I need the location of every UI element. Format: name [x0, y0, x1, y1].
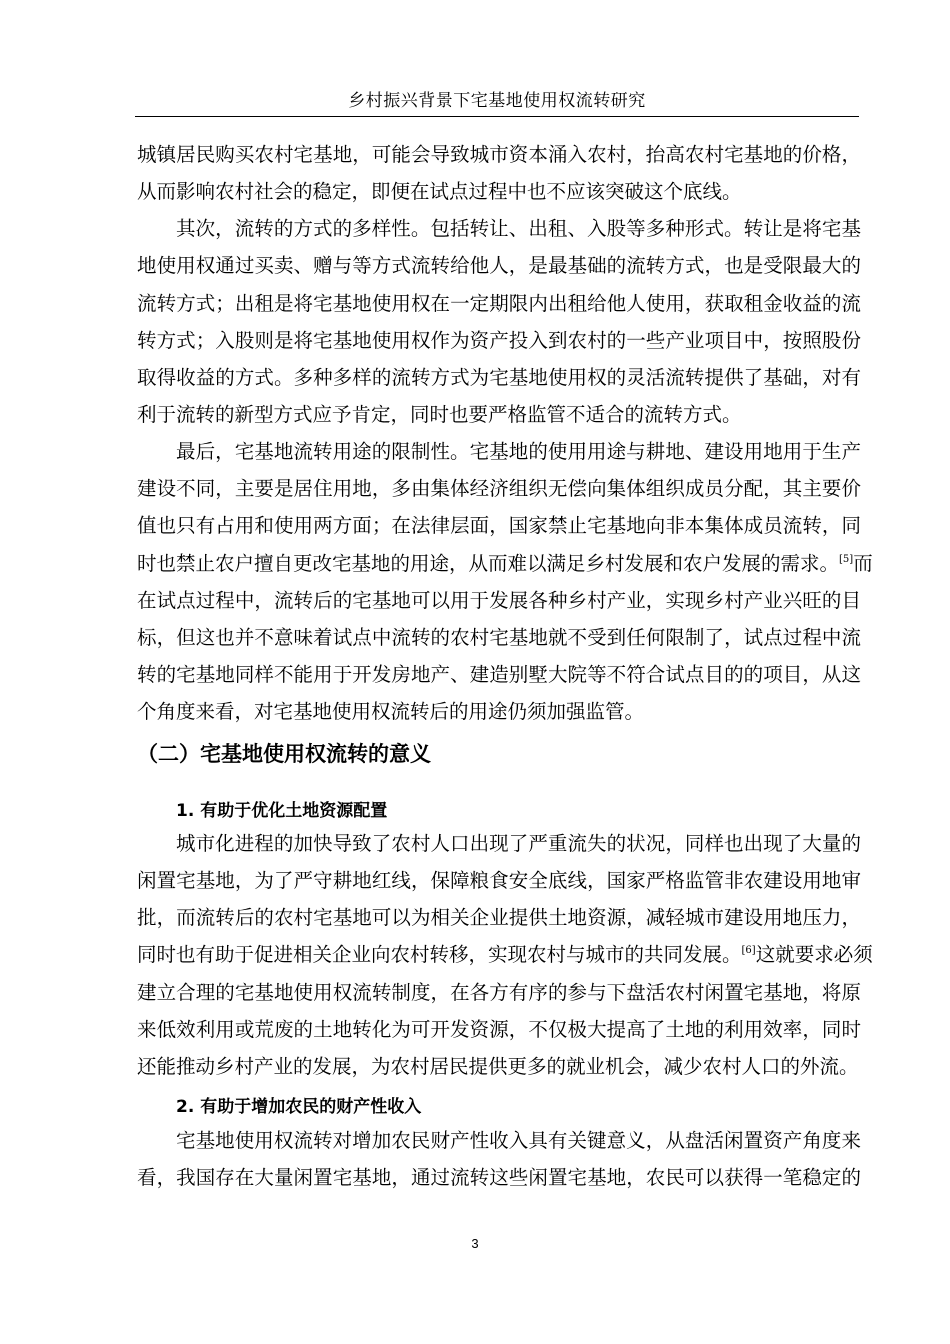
body-text-block-2 — [137, 825, 873, 1085]
paragraph-line-text: 同时也有助于促进相关企业向农村转移，实现农村与城市的共同发展。 — [137, 943, 742, 967]
page-number: 3 — [471, 1236, 479, 1251]
paragraph-line: 批，而流转后的农村宅基地可以为相关企业提供土地资源，减轻城市建设用地压力， — [137, 906, 861, 930]
paragraph-line: 流转方式；出租是将宅基地使用权在一定期限内出租给他人使用，获取租金收益的流 — [137, 291, 861, 315]
paragraph-line: 利于流转的新型方式应予肯定，同时也要严格监管不适合的流转方式。 — [137, 402, 742, 426]
paragraph-line: 值也只有占用和使用两方面；在法律层面，国家禁止宅基地向非本集体成员流转，同 — [137, 514, 861, 538]
paragraph-line: 城镇居民购买农村宅基地，可能会导致城市资本涌入农村，抬高农村宅基地的价格， — [137, 143, 861, 166]
paragraph-line: 其次，流转的方式的多样性。包括转让、出租、入股等多种形式。转让是将宅基 — [176, 217, 861, 241]
paragraph-line: 取得收益的方式。多种多样的流转方式为宅基地使用权的灵活流转提供了基础，对有 — [137, 365, 861, 389]
paragraph-line: 来低效利用或荒废的土地转化为可开发资源，不仅极大提高了土地的利用效率，同时 — [137, 1017, 861, 1041]
paragraph-line: 在试点过程中，流转后的宅基地可以用于发展各种乡村产业，实现乡村产业兴旺的目 — [137, 588, 861, 612]
running-header — [135, 86, 859, 117]
paragraph-line: 转的宅基地同样不能用于开发房地产、建造别墅大院等不符合试点目的的项目，从这 — [137, 662, 861, 686]
paragraph-line-with-citation — [137, 545, 873, 582]
paragraph-line: 最后，宅基地流转用途的限制性。宅基地的使用用途与耕地、建设用地用于生产 — [176, 440, 861, 464]
running-header-title: 乡村振兴背景下宅基地使用权流转研究 — [348, 91, 646, 111]
paragraph-line: 从而影响农村社会的稳定，即便在试点过程中也不应该突破这个底线。 — [137, 180, 742, 204]
subsection-heading-2: 2. 有助于增加农民的财产性收入 — [176, 1097, 422, 1117]
paragraph-line: 地使用权通过买卖、赠与等方式流转给他人，是最基础的流转方式，也是受限最大的 — [137, 254, 861, 278]
paragraph-line-text: 这就要求必须 — [755, 943, 873, 967]
paragraph-line: 闲置宅基地，为了严守耕地红线，保障粮食安全底线，国家严格监管非农建设用地审 — [137, 869, 861, 893]
paragraph-line: 转方式；入股则是将宅基地使用权作为资产投入到农村的一些产业项目中，按照股份 — [137, 328, 861, 352]
body-text-block-3 — [137, 1122, 861, 1196]
paragraph-line: 宅基地使用权流转对增加农民财产性收入具有关键意义，从盘活闲置资产角度来 — [176, 1129, 861, 1152]
body-text-block-1 — [137, 136, 873, 730]
subsection-heading-1: 1. 有助于优化土地资源配置 — [176, 801, 388, 821]
paragraph-line: 还能推动乡村产业的发展，为农村居民提供更多的就业机会，减少农村人口的外流。 — [137, 1054, 859, 1078]
paragraph-line: 看，我国存在大量闲置宅基地，通过流转这些闲置宅基地，农民可以获得一笔稳定的 — [137, 1166, 861, 1190]
paragraph-line: 个角度来看，对宅基地使用权流转后的用途仍须加强监管。 — [137, 700, 645, 724]
paragraph-line-text: 时也禁止农户擅自更改宅基地的用途，从而难以满足乡村发展和农户发展的需求。 — [137, 551, 840, 575]
paragraph-line: 标，但这也并不意味着试点中流转的农村宅基地就不受到任何限制了，试点过程中流 — [137, 625, 861, 649]
paragraph-line: 城市化进程的加快导致了农村人口出现了严重流失的状况，同样也出现了大量的 — [176, 832, 861, 855]
citation-ref-5: [5] — [839, 553, 854, 565]
paragraph-line: 建设不同，主要是居住用地，多由集体经济组织无偿向集体组织成员分配，其主要价 — [137, 477, 861, 501]
paragraph-line: 建立合理的宅基地使用权流转制度，在各方有序的参与下盘活农村闲置宅基地，将原 — [137, 980, 861, 1004]
paragraph-line-with-citation — [137, 936, 873, 973]
section-heading: （二）宅基地使用权流转的意义 — [137, 742, 431, 766]
citation-ref-6: [6] — [741, 945, 756, 957]
paragraph-line-text: 而 — [853, 551, 873, 575]
